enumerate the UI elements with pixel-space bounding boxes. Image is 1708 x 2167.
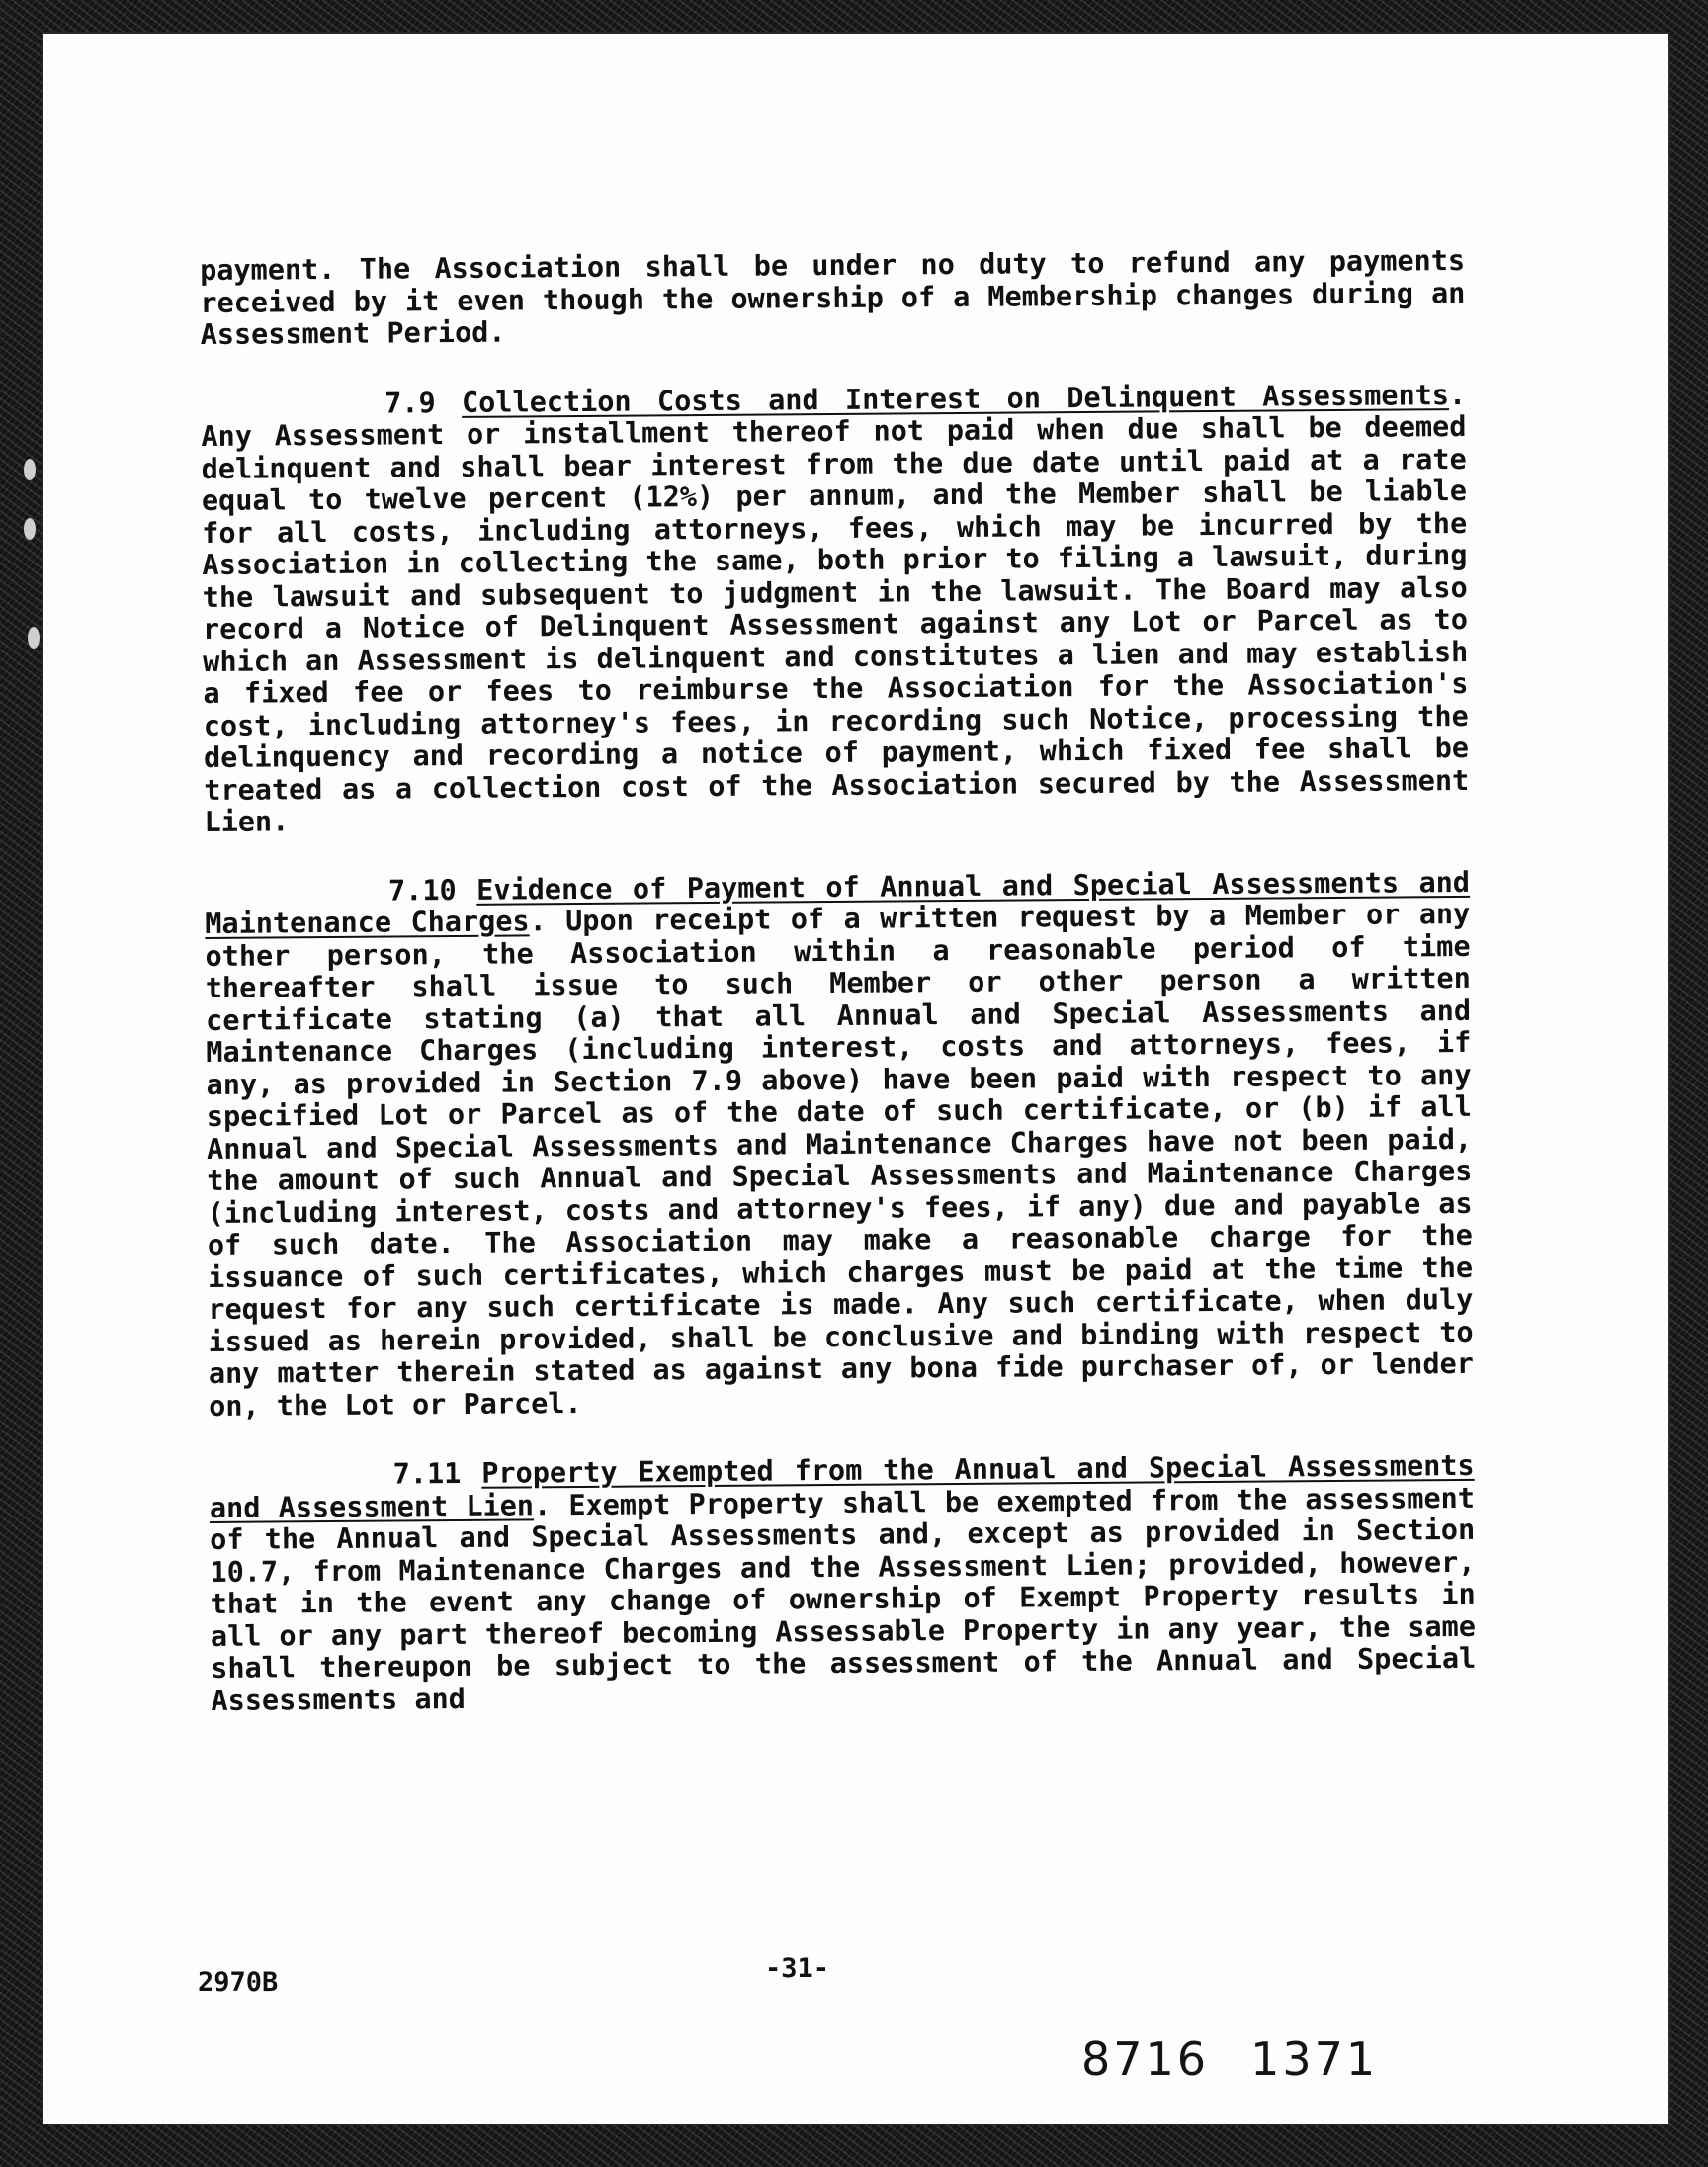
document-code: 2970B [198,1967,279,1998]
punch-hole [24,518,36,540]
section-heading: Property Exempted from the Annual and Special Assessments and Assessment Lien [209,1448,1475,1524]
section-text: . Any Assessment or installment thereof not paid when due shall be deemed delinquent and shall bear interest from the due date until paid at a rate equal to twelve percent (12%) per annum, and the Member shall be liable for all costs, including attorneys, fees, which may be incurred by the Association in collecting the same, both prior to filing a lawsuit, during the lawsuit and subsequent to judgment in the lawsuit. The Board may also record a Notice of Delinquent Assessment against any Lot or Parcel as to which an Assessment is delinquent and constitutes a lien and may establish a fixed fee or fees to reimburse the Association for the Association's cost, including attorney's fees, in recording such Notice, processing the delinquency and recording a notice of payment, which fixed fee shall be treated as a collection cost of the Association secured by the Assessment Lien. [201,378,1470,838]
recording-stamp [1081,2033,1419,2086]
section-7-10 [205,866,1474,1423]
page-number: -31- [765,1953,830,1984]
section-text: . Exempt Property shall be exempted from the assessment of the Annual and Special Assessments and, except as provided in Section 10.7, from Maintenance Charges and the Assessment Lien; provided, however, that in the event any change of ownership of Exempt Property results in all or any part thereof becoming Assessable Property in any year, the same shall thereupon be subject to the assessment of the Annual and Special Assessments and [210,1481,1477,1717]
section-number: 7.10 [387,873,457,908]
paragraph-text: payment. The Association shall be under no duty to refund any payments received by it even though the ownership of a Membership changes during an Assessment Period. [199,243,1466,351]
document-body [200,245,1477,1755]
section-number: 7.11 [392,1456,462,1491]
section-7-9 [201,379,1470,838]
section-7-11 [210,1450,1477,1717]
stamp-page-number: 1371 [1250,2033,1379,2086]
section-number: 7.9 [384,386,436,420]
stamp-book-number: 8716 [1081,2033,1210,2086]
section-heading: Evidence of Payment of Annual and Special Assessments and Maintenance Charges [205,865,1471,940]
punch-hole [24,459,36,480]
section-heading: Collection Costs and Interest on Delinquent Assessments [461,378,1450,419]
paragraph-continuation [200,245,1466,352]
punch-hole [28,627,40,649]
section-text: . Upon receipt of a written request by a Member or any other person, the Association within a reasonable period of time thereafter shall issue to such Member or other person a written certificate stating (a) that all Annual and Special Assessments and Maintenance Charges (including interest, costs and attorneys, fees, if any, as provided in Section 7.9 above) have been paid with respect to any specified Lot or Parcel as of the date of such certificate, or (b) if all Annual and Special Assessments and Maintenance Charges have not been paid, the amount of such Annual and Special Assessments and Maintenance Charges (including interest, costs and attorney's fees, if any) due and payable as of such date. The Association may make a reasonable charge for the issuance of such certificates, which charges must be paid at the time the request for any such certificate is made. Any such certificate, when duly issued as herein provided, shall be conclusive and binding with respect to any matter therein stated as against any bona fide purchaser of, or lender on, the Lot or Parcel. [205,897,1474,1423]
